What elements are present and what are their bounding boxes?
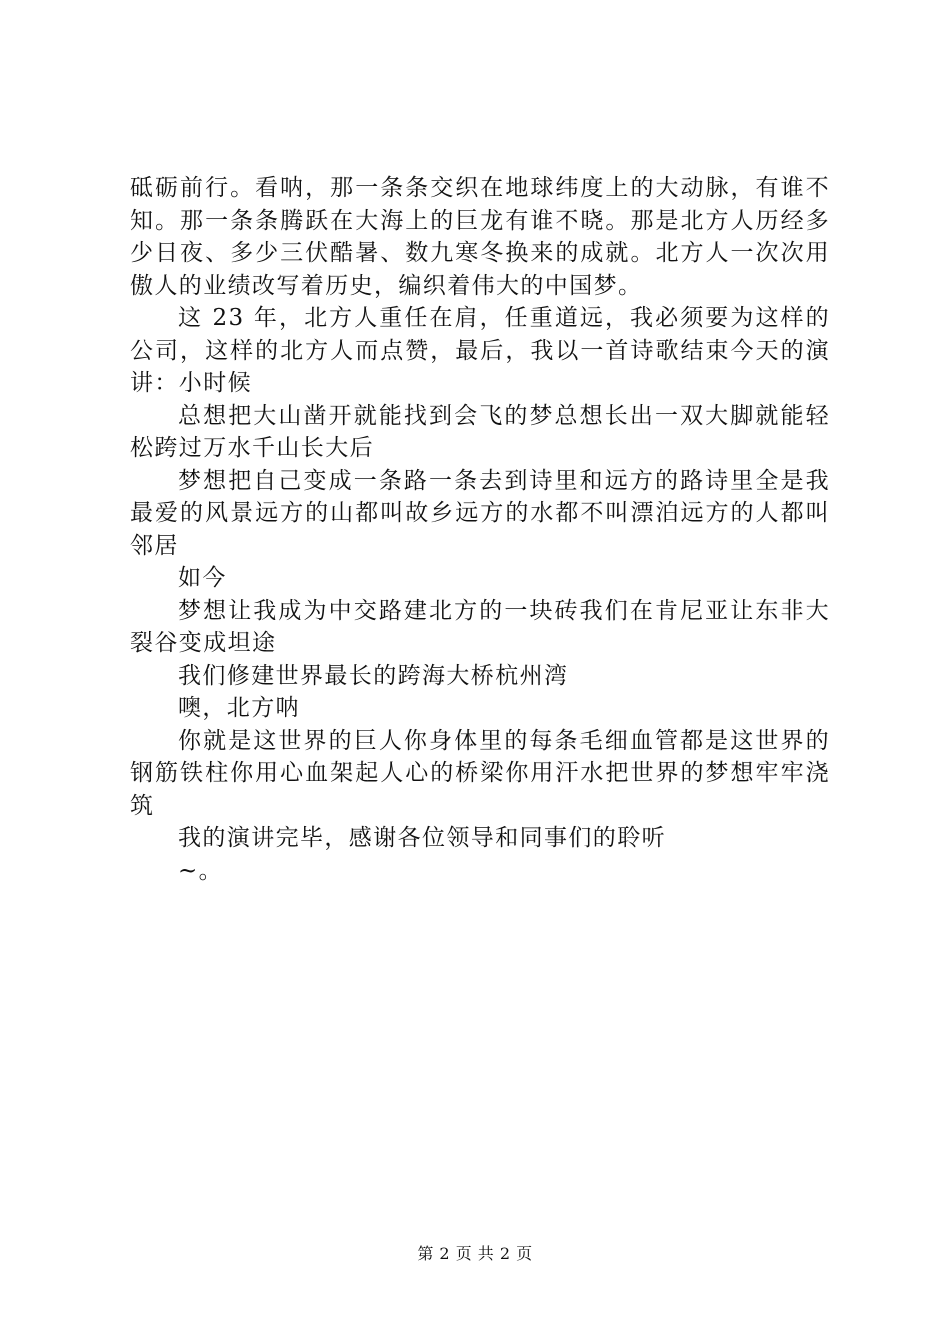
paragraph-10: 我的演讲完毕，感谢各位领导和同事们的聆听 [178, 825, 666, 851]
paragraph-11: ~。 [178, 857, 224, 884]
paragraph-6: 梦想让我成为中交路建北方的一块砖我们在肯尼亚让东非大裂谷变成坦途 [130, 597, 830, 656]
paragraph-9: 你就是这世界的巨人你身体里的每条毛细血管都是这世界的钢筋铁柱你用心血架起人心的桥梁你用汗水把世界的梦想牢牢浇筑 [130, 727, 830, 819]
paragraph-2: 这 23 年，北方人重任在肩，任重道远，我必须要为这样的公司，这样的北方人而点赞，最后，我以一首诗歌结束今天的演讲：小时候 [130, 305, 830, 396]
page-footer [0, 1244, 950, 1264]
paragraph-5: 如今 [178, 565, 227, 591]
paragraph-7: 我们修建世界最长的跨海大桥杭州湾 [178, 662, 569, 689]
paragraph-4: 梦想把自己变成一条路一条去到诗里和远方的路诗里全是我最爱的风景远方的山都叫故乡远方的水都不叫漂泊远方的人都叫邻居 [130, 467, 830, 559]
paragraph-3: 总想把大山凿开就能找到会飞的梦总想长出一双大脚就能轻松跨过万水千山长大后 [130, 402, 830, 461]
page-number-label: 第 2 页 共 2 页 [417, 1244, 533, 1263]
paragraph-8: 噢，北方呐 [178, 695, 300, 721]
document-body [130, 172, 830, 887]
paragraph-1: 砥砺前行。看呐，那一条条交织在地球纬度上的大动脉，有谁不知。那一条条腾跃在大海上的巨龙有谁不晓。那是北方人历经多少日夜、多少三伏酷暑、数九寒冬换来的成就。北方人一次次用傲人的业绩改写着历史，编织着伟大的中国梦。 [130, 175, 830, 299]
